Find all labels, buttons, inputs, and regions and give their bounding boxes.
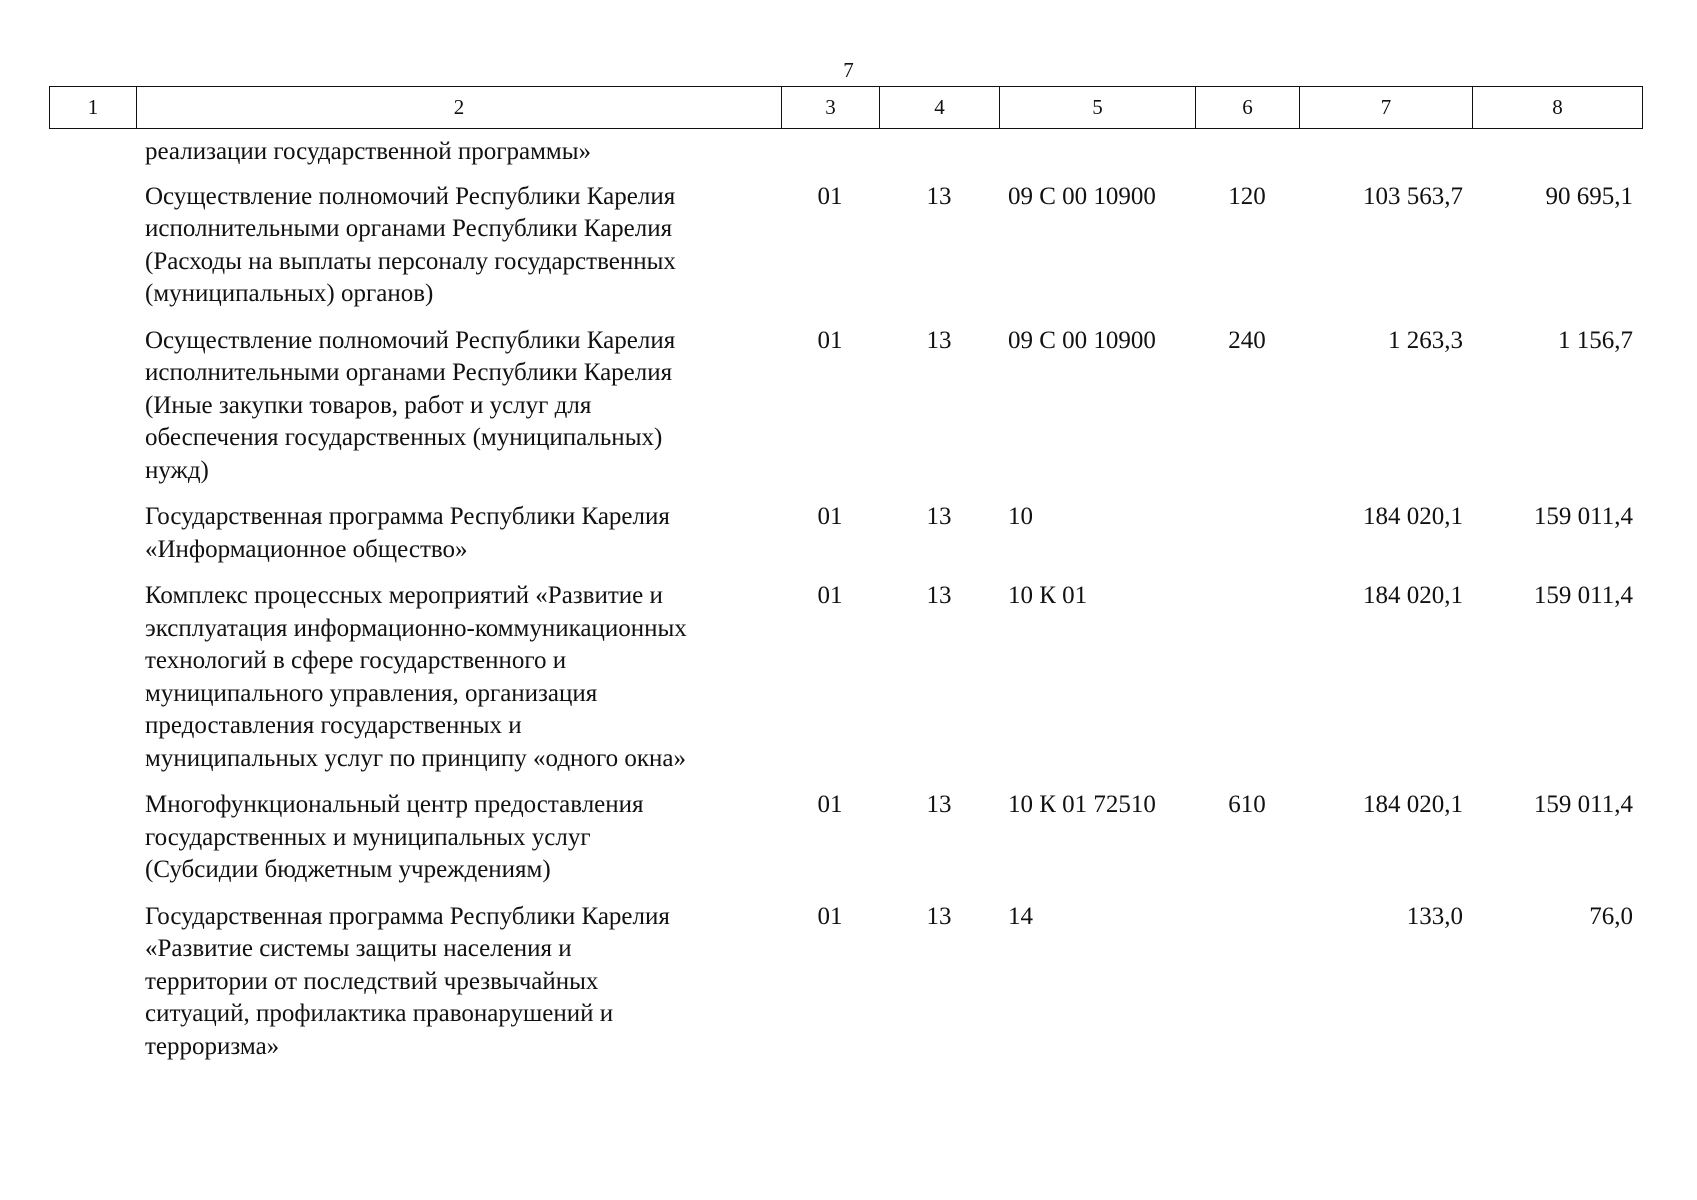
description-line: нужд) [145,456,209,484]
amount-year-2: 1 156,7 [1558,326,1633,354]
table-row [49,789,1642,887]
description-line: (муниципальных) органов) [145,280,434,307]
description-line: государственных и муниципальных услуг [145,823,591,851]
section-code: 01 [817,326,843,354]
subsection-code: 13 [926,326,952,354]
header-col-1: 1 [50,87,137,129]
description-line: исполнительными органами Республики Карелия [145,359,673,386]
budget-table-body [49,136,1642,1077]
row-description [136,789,781,887]
subsection-code: 13 [926,503,952,530]
row-description [136,325,781,488]
expense-type-code: 120 [1228,182,1266,210]
description-line: Осуществление полномочий Республики Карелия [145,182,676,210]
header-col-7: 7 [1300,87,1473,129]
description-line: муниципальных услуг по принципу «одного окна» [145,744,686,772]
amount-year-2: 159 011,4 [1533,791,1633,818]
description-line: Государственная программа Республики Карелия [145,503,670,530]
description-line: (Иные закупки товаров, работ и услуг для [145,391,592,419]
row-description [136,901,781,1064]
page-number: 7 [843,58,854,82]
subsection-code: 13 [926,791,952,818]
description-line: эксплуатация информационно-коммуникационных [145,614,687,642]
row-description [136,501,781,566]
target-article-code: 10 К 01 72510 [1008,791,1156,818]
description-line: ситуаций, профилактика правонарушений и [145,1000,614,1027]
table-row [49,501,1642,566]
amount-year-1: 184 020,1 [1363,503,1463,530]
table-row [49,901,1642,1064]
description-line: Многофункциональный центр предоставления [145,791,644,818]
header-col-6: 6 [1196,87,1300,129]
column-number-header [49,86,1643,129]
table-row [49,181,1642,311]
description-line: муниципального управления, организация [145,679,598,707]
description-line: обеспечения государственных (муниципальных) [145,424,663,451]
description-line: (Расходы на выплаты персоналу государственных [145,247,676,275]
continuation-text: реализации государственной программы» [145,138,592,165]
table-row [49,580,1642,775]
section-code: 01 [817,791,843,818]
expense-type-code: 240 [1228,326,1266,354]
row-number-cell [49,789,136,887]
amount-year-2: 90 695,1 [1545,182,1633,210]
header-col-8: 8 [1473,87,1643,129]
section-code: 01 [817,182,843,210]
description-line: терроризма» [145,1032,280,1060]
description-line: «Информационное общество» [145,535,468,563]
description-line: исполнительными органами Республики Карелия [145,215,673,242]
header-col-4: 4 [880,87,1000,129]
continuation-row [49,136,1642,169]
header-col-3: 3 [782,87,880,129]
amount-year-1: 184 020,1 [1363,582,1463,609]
description-line: (Субсидии бюджетным учреждениям) [145,856,551,883]
section-code: 01 [817,902,843,930]
header-col-5: 5 [1000,87,1196,129]
description-line: территории от последствий чрезвычайных [145,967,599,995]
description-line: «Развитие системы защиты населения и [145,935,572,962]
description-line: Комплекс процессных мероприятий «Развитие и [145,582,663,609]
description-line: технологий в сфере государственного и [145,647,567,674]
row-number-cell [49,901,136,1064]
description-line: предоставления государственных и [145,712,522,739]
amount-year-2: 159 011,4 [1533,582,1633,609]
subsection-code: 13 [926,582,952,609]
subsection-code: 13 [926,902,952,930]
target-article-code: 10 К 01 [1008,582,1088,609]
row-number-cell [49,325,136,488]
target-article-code: 09 С 00 10900 [1008,182,1156,210]
row-number-cell [49,181,136,311]
description-line: Государственная программа Республики Карелия [145,902,670,930]
row-number-cell [49,580,136,775]
table-row [49,325,1642,488]
subsection-code: 13 [926,182,952,210]
row-description [136,580,781,775]
row-number-cell [49,501,136,566]
description-line: Осуществление полномочий Республики Карелия [145,326,676,354]
amount-year-2: 159 011,4 [1533,503,1633,530]
amount-year-1: 184 020,1 [1363,791,1463,818]
header-col-2: 2 [137,87,782,129]
row-description [136,181,781,311]
amount-year-1: 133,0 [1406,902,1463,930]
expense-type-code: 610 [1228,791,1266,818]
expense-type-code [1195,580,1299,775]
target-article-code: 10 [1008,503,1033,530]
expense-type-code [1195,501,1299,566]
section-code: 01 [817,582,843,609]
section-code: 01 [817,503,843,530]
amount-year-1: 1 263,3 [1388,326,1463,354]
target-article-code: 14 [1008,902,1033,930]
amount-year-1: 103 563,7 [1363,182,1463,210]
target-article-code: 09 С 00 10900 [1008,326,1156,354]
expense-type-code [1195,901,1299,1064]
amount-year-2: 76,0 [1589,902,1633,930]
